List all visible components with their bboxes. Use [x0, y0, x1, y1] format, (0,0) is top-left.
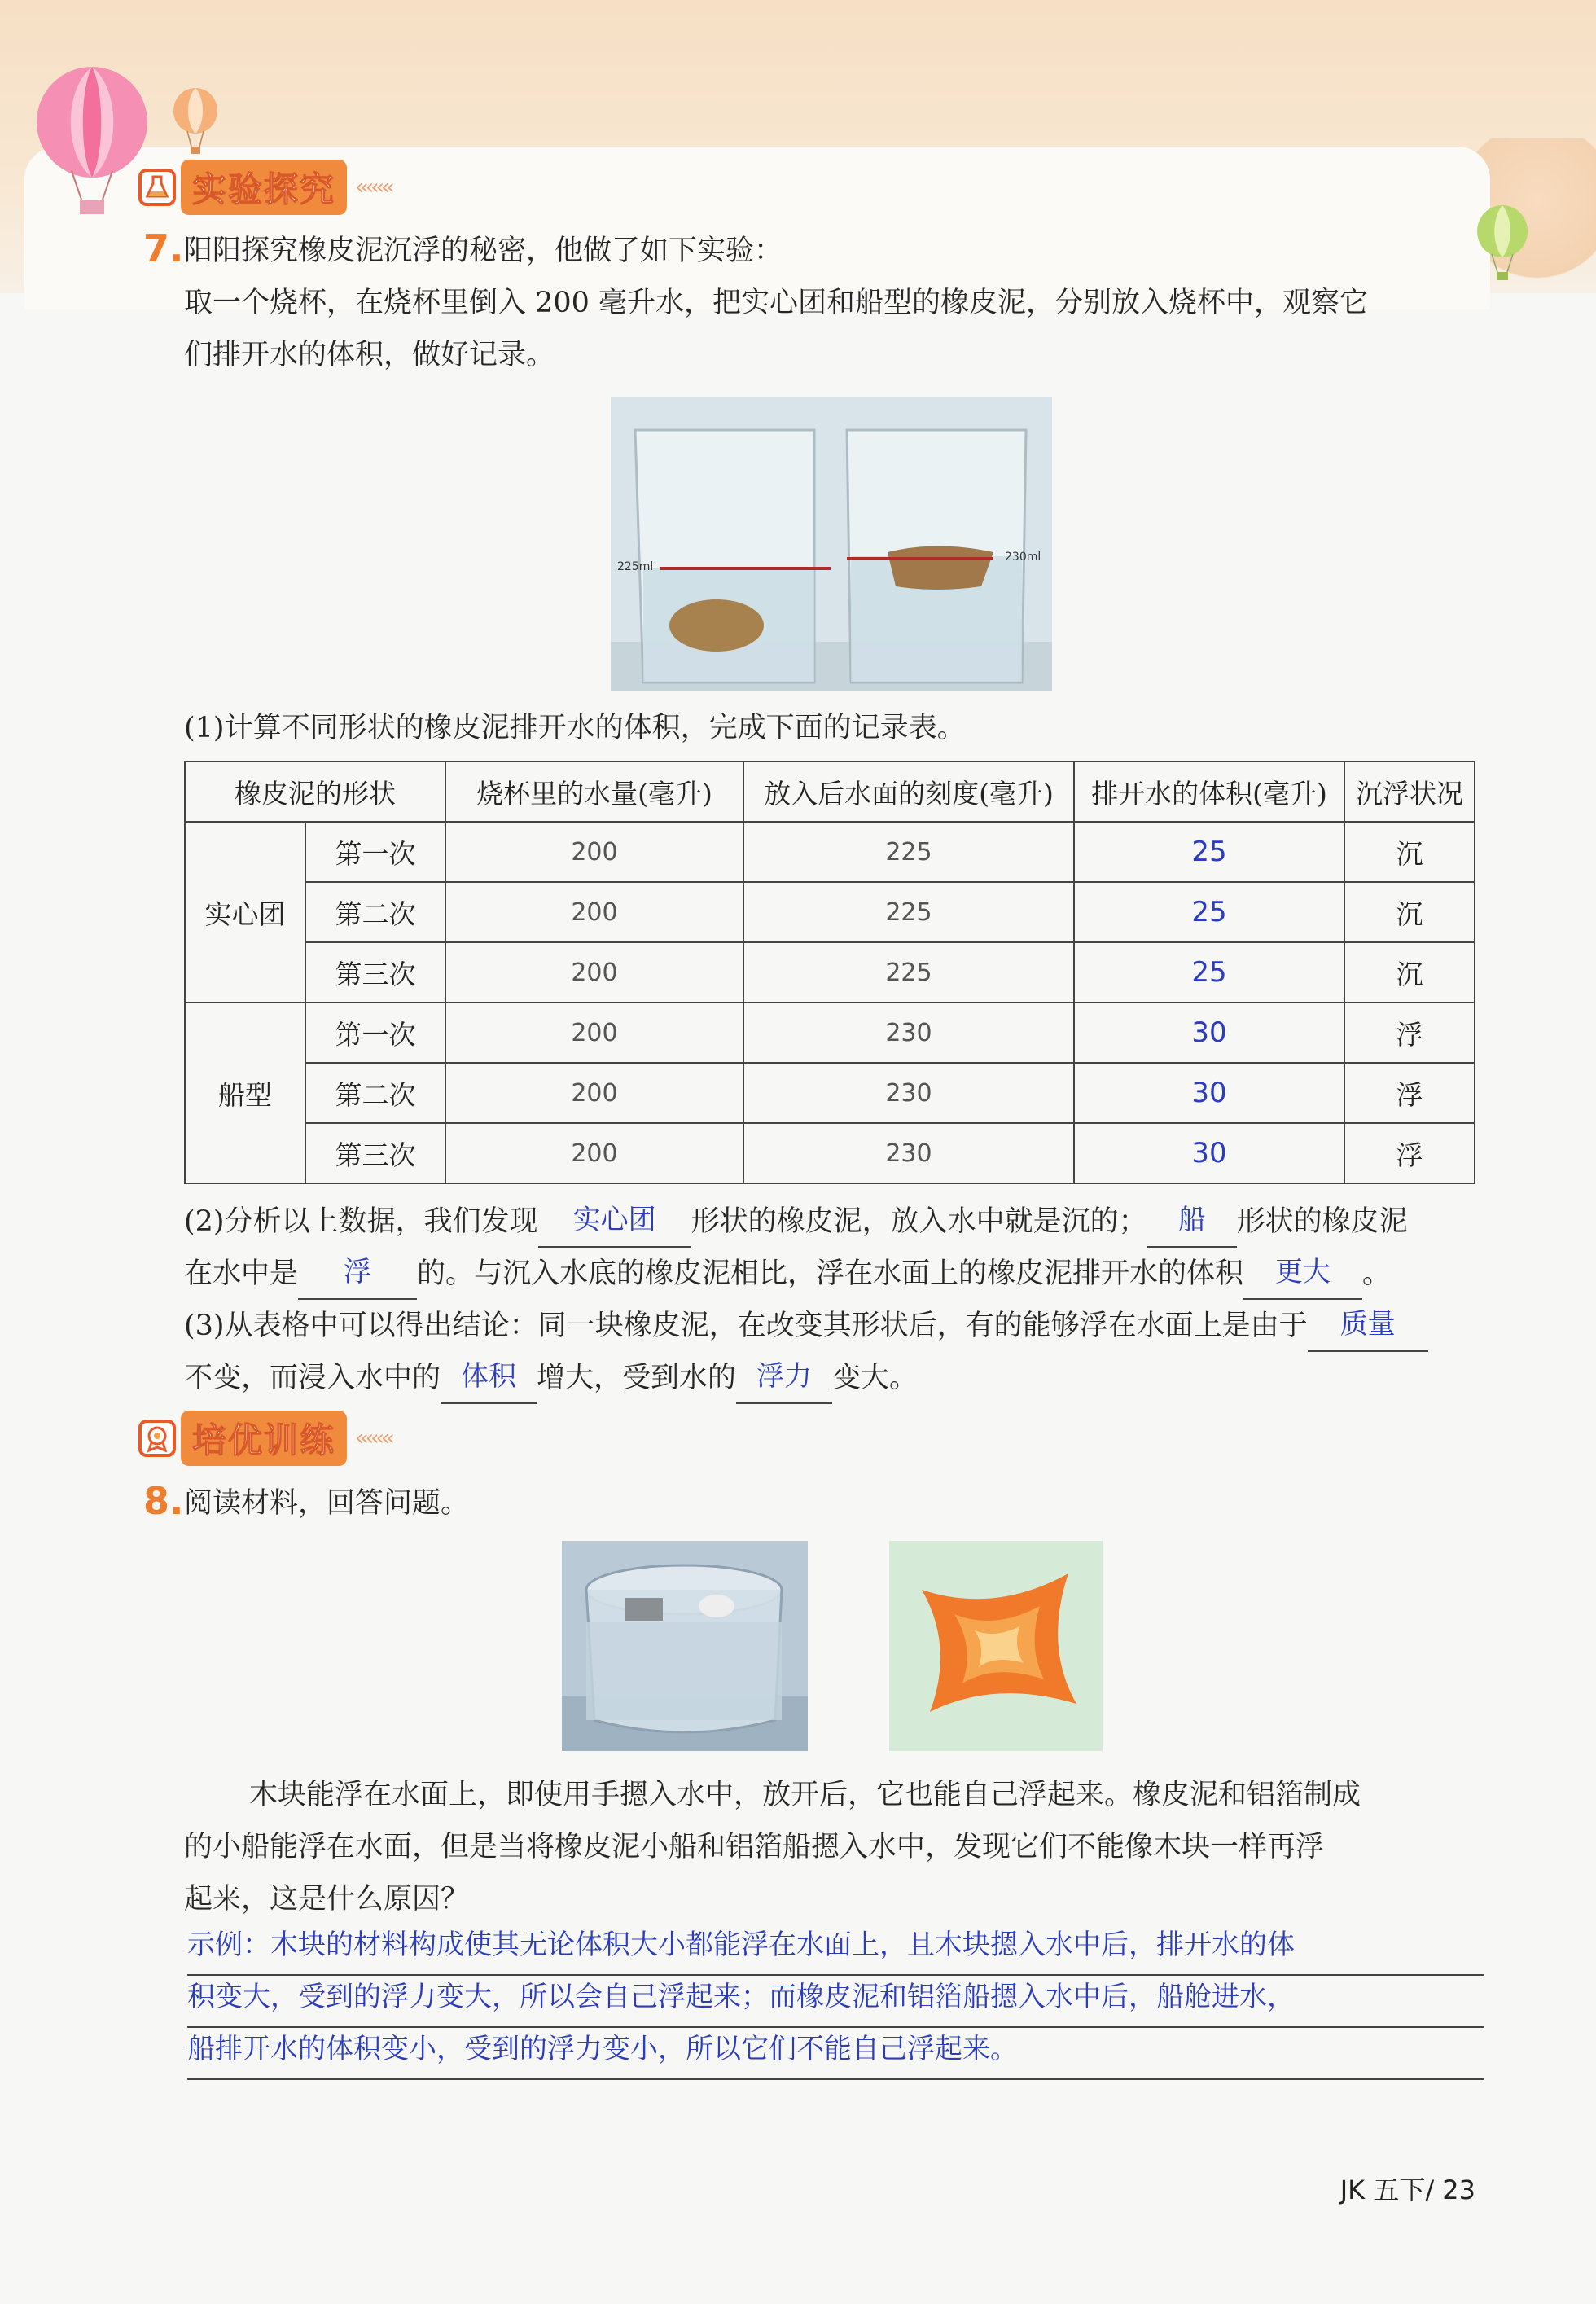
state-cell: 沉: [1344, 822, 1475, 882]
table-row: [185, 942, 1475, 1003]
level-cell: 230: [743, 1003, 1074, 1063]
part3-text: 变大。: [832, 1362, 919, 1394]
part2-text: 形状的橡皮泥，放入水中就是沉的；: [691, 1205, 1147, 1238]
water-cell: 200: [445, 1063, 743, 1123]
answer-text: 实心团: [572, 1204, 656, 1236]
water-cell: 200: [445, 882, 743, 942]
shape-cell: 船型: [185, 1003, 305, 1183]
displaced-cell[interactable]: 30: [1074, 1063, 1344, 1123]
displaced-cell[interactable]: 30: [1074, 1003, 1344, 1063]
state-cell: 沉: [1344, 882, 1475, 942]
section-title: 培优训练: [181, 1411, 347, 1466]
flask-icon: [138, 169, 176, 206]
answer-text: 浮力: [756, 1360, 813, 1393]
experiment-description-line1: 取一个烧杯，在烧杯里倒入 200 毫升水，把实心团和船型的橡皮泥，分别放入烧杯中，观察它: [184, 287, 1369, 319]
answer-text: 质量: [1340, 1308, 1396, 1341]
part1-instruction: (1)计算不同形状的橡皮泥排开水的体积，完成下面的记录表。: [184, 712, 966, 744]
displaced-cell[interactable]: 25: [1074, 942, 1344, 1003]
page-number: JK 五下/ 23: [1340, 2175, 1475, 2205]
chevrons-decoration: ‹‹‹‹‹‹‹: [355, 1426, 392, 1450]
level-cell: 225: [743, 822, 1074, 882]
table-header-row: [185, 761, 1475, 822]
section-title: 实验探究: [181, 160, 347, 215]
table-row: [185, 1003, 1475, 1063]
part2-text: (2)分析以上数据，我们发现: [184, 1205, 538, 1238]
material-line3: 起来，这是什么原因？: [184, 1883, 470, 1916]
clay-boat-photo: [889, 1541, 1103, 1751]
water-cell: 200: [445, 822, 743, 882]
record-table: [184, 761, 1475, 1184]
part2-text: 形状的橡皮泥: [1236, 1205, 1408, 1238]
section-heading-training: [138, 1414, 392, 1463]
level-cell: 225: [743, 882, 1074, 942]
answer-text: 浮: [344, 1256, 372, 1288]
part2-line1: [184, 1196, 1408, 1248]
table-row: [185, 1123, 1475, 1183]
question-intro: 阳阳探究橡皮泥沉浮的秘密，他做了如下实验：: [184, 235, 783, 267]
experiment-description-line2: 们排开水的体积，做好记录。: [184, 339, 555, 371]
beakers-photo: [611, 397, 1052, 691]
header-level: 放入后水面的刻度(毫升): [743, 761, 1074, 822]
answer-blank[interactable]: [736, 1360, 832, 1404]
water-cell: 200: [445, 1003, 743, 1063]
hot-air-balloon-icon: [31, 65, 153, 220]
answer-line-1[interactable]: 示例：木块的材料构成使其无论体积大小都能浮在水面上，且木块摁入水中后，排开水的体: [187, 1922, 1484, 1976]
green-balloon-icon: [1474, 204, 1531, 285]
chevrons-decoration: ‹‹‹‹‹‹‹: [355, 175, 392, 200]
answer-blank[interactable]: [1147, 1204, 1237, 1248]
beaker-right-label: 230ml: [1005, 551, 1041, 564]
answer-blank[interactable]: [441, 1360, 537, 1404]
state-cell: 浮: [1344, 1123, 1475, 1183]
answer-line-2[interactable]: 积变大，受到的浮力变大，所以会自己浮起来；而橡皮泥和铝箔船摁入水中后，船舱进水，: [187, 1974, 1484, 2028]
part3-line1: [184, 1300, 1428, 1352]
level-cell: 230: [743, 1063, 1074, 1123]
table-row: [185, 822, 1475, 882]
trial-cell: 第二次: [305, 1063, 445, 1123]
material-line1: 木块能浮在水面上，即使用手摁入水中，放开后，它也能自己浮起来。橡皮泥和铝箔制成: [249, 1779, 1361, 1811]
header-water: 烧杯里的水量(毫升): [445, 761, 743, 822]
answer-text: 体积: [461, 1360, 517, 1393]
trial-cell: 第三次: [305, 1123, 445, 1183]
beaker-left-label: 225ml: [617, 560, 654, 573]
question-number: 7.: [143, 226, 184, 270]
small-balloon-icon: [171, 86, 220, 160]
header-state: 沉浮状况: [1344, 761, 1475, 822]
table-row: [185, 1063, 1475, 1123]
level-cell: 230: [743, 1123, 1074, 1183]
state-cell: 浮: [1344, 1003, 1475, 1063]
header-displaced: 排开水的体积(毫升): [1074, 761, 1344, 822]
displaced-cell[interactable]: 25: [1074, 882, 1344, 942]
state-cell: 浮: [1344, 1063, 1475, 1123]
medal-icon: [138, 1420, 176, 1457]
table-row: [185, 882, 1475, 942]
wood-block-glass-photo: [562, 1541, 808, 1751]
displaced-cell[interactable]: 30: [1074, 1123, 1344, 1183]
state-cell: 沉: [1344, 942, 1475, 1003]
water-cell: 200: [445, 1123, 743, 1183]
answer-blank[interactable]: [1243, 1256, 1362, 1300]
trial-cell: 第一次: [305, 822, 445, 882]
trial-cell: 第二次: [305, 882, 445, 942]
part3-text: (3)从表格中可以得出结论：同一块橡皮泥，在改变其形状后，有的能够浮在水面上是由于: [184, 1310, 1308, 1342]
level-cell: 225: [743, 942, 1074, 1003]
answer-text: 船: [1177, 1204, 1206, 1236]
part2-text: 在水中是: [184, 1257, 299, 1290]
part2-line2: [184, 1248, 1391, 1300]
part3-line2: [184, 1352, 918, 1404]
shape-cell: 实心团: [185, 822, 305, 1003]
header-shape: 橡皮泥的形状: [185, 761, 445, 822]
answer-blank[interactable]: [298, 1256, 417, 1300]
trial-cell: 第一次: [305, 1003, 445, 1063]
trial-cell: 第三次: [305, 942, 445, 1003]
part2-text: 。: [1362, 1257, 1392, 1290]
displaced-cell[interactable]: 25: [1074, 822, 1344, 882]
answer-line-3[interactable]: 船排开水的体积变小，受到的浮力变小，所以它们不能自己浮起来。: [187, 2026, 1484, 2080]
question-number: 8.: [143, 1479, 184, 1523]
material-line2: 的小船能浮在水面，但是当将橡皮泥小船和铝箔船摁入水中，发现它们不能像木块一样再浮: [184, 1831, 1325, 1863]
answer-blank[interactable]: [1308, 1308, 1428, 1352]
question-prompt: 阅读材料，回答问题。: [184, 1487, 470, 1520]
part2-text: 的。与沉入水底的橡皮泥相比，浮在水面上的橡皮泥排开水的体积: [417, 1257, 1244, 1290]
part3-text: 增大，受到水的: [537, 1362, 737, 1394]
water-cell: 200: [445, 942, 743, 1003]
answer-blank[interactable]: [538, 1204, 691, 1248]
answer-text: 更大: [1275, 1256, 1331, 1288]
part3-text: 不变，而浸入水中的: [184, 1362, 441, 1394]
section-heading-experiment: [138, 163, 392, 212]
